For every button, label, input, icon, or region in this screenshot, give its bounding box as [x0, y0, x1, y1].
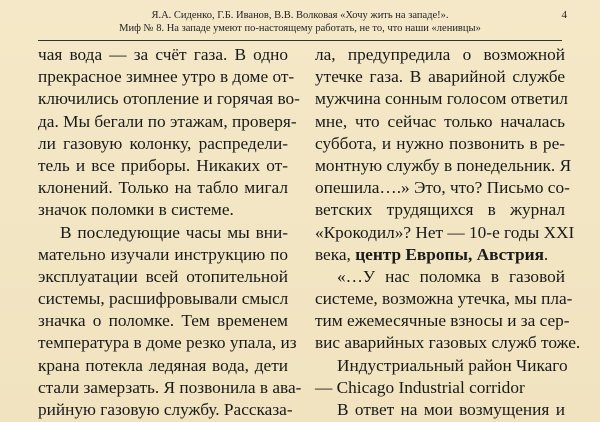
text-line: тель и все приборы. Никаких от- [38, 155, 288, 175]
text-line: ветских трудящихся в журнал [315, 200, 565, 220]
running-header [0, 9, 600, 35]
text-line: эксплуатации всей отопительной [38, 266, 288, 286]
header-divider [38, 40, 562, 41]
text-line: опешила….» Это, что? Письмо со- [315, 178, 570, 198]
text-line: чая вода — за счёт газа. В одно [38, 45, 288, 64]
text-run: . [543, 244, 549, 264]
text-line: суббота, и нужно позвонить в ре- [315, 133, 565, 153]
text-line: — Chicago Industrial corridor [315, 377, 525, 397]
text-line: мужчина сонным голосом ответил [315, 89, 568, 109]
left-column [38, 44, 302, 421]
text-run: века, [315, 244, 356, 264]
text-line: ла, предупредила о возможной [315, 45, 565, 64]
text-line: ли газовую колонку, распредели- [38, 133, 288, 153]
text-line: мне, что сейчас только началась [315, 111, 565, 131]
text-line: системе, возможна утечка, мы пла- [315, 289, 573, 309]
text-line: да. Мы бегали по этажам, проверя- [38, 111, 297, 131]
text-line: рийную газовую службу. Рассказа- [38, 400, 293, 419]
text-line: монтную службу в понедельник. Я [315, 155, 572, 175]
header-line-2: Миф № 8. На западе умеют по-настоящему работать, не то, что наши «ленивцы» [119, 23, 481, 34]
text-line: значок поломки в системе. [38, 200, 234, 220]
text-line: крана потекла ледяная вода, дети [38, 355, 288, 375]
text-line: тим ежемесячные взносы и за сер- [315, 311, 570, 331]
text-line: Индустриальный район Чикаго [337, 355, 568, 375]
text-line: стали замерзать. Я позвонила в ава- [38, 377, 302, 397]
text-line: «…У нас поломка в газовой [337, 266, 565, 286]
text-line: «Крокодил»? Нет — 10-е годы XXI [315, 222, 575, 242]
text-line: мательно изучали инструкцию по [38, 244, 288, 264]
text-line [315, 244, 565, 266]
text-line: значка о поломке. Тем временем [38, 311, 288, 331]
text-line: В последующие часы мы вни- [60, 222, 288, 242]
page-number: 4 [561, 9, 567, 21]
text-line: утечке газа. В аварийной службе [315, 67, 565, 87]
text-line: вис аварийных газовых служб тоже. [315, 333, 581, 353]
bold-emphasis: центр Европы, Австрия [355, 244, 544, 264]
text-line: прекрасное зимнее утро в доме от- [38, 67, 295, 87]
text-line: клонений. Только на табло мигал [38, 178, 288, 198]
text-line: температура в доме резко упала, из [38, 333, 297, 353]
text-line: В ответ на мои возмущения и [337, 400, 565, 419]
right-column [315, 44, 581, 421]
text-line: ключились отопление и горячая во- [38, 89, 300, 109]
text-line: системы, расшифровывали смысл [38, 289, 289, 309]
header-line-1: Я.А. Сиденко, Г.Б. Иванов, В.В. Волковая «Хочу жить на западе!». [151, 10, 449, 21]
